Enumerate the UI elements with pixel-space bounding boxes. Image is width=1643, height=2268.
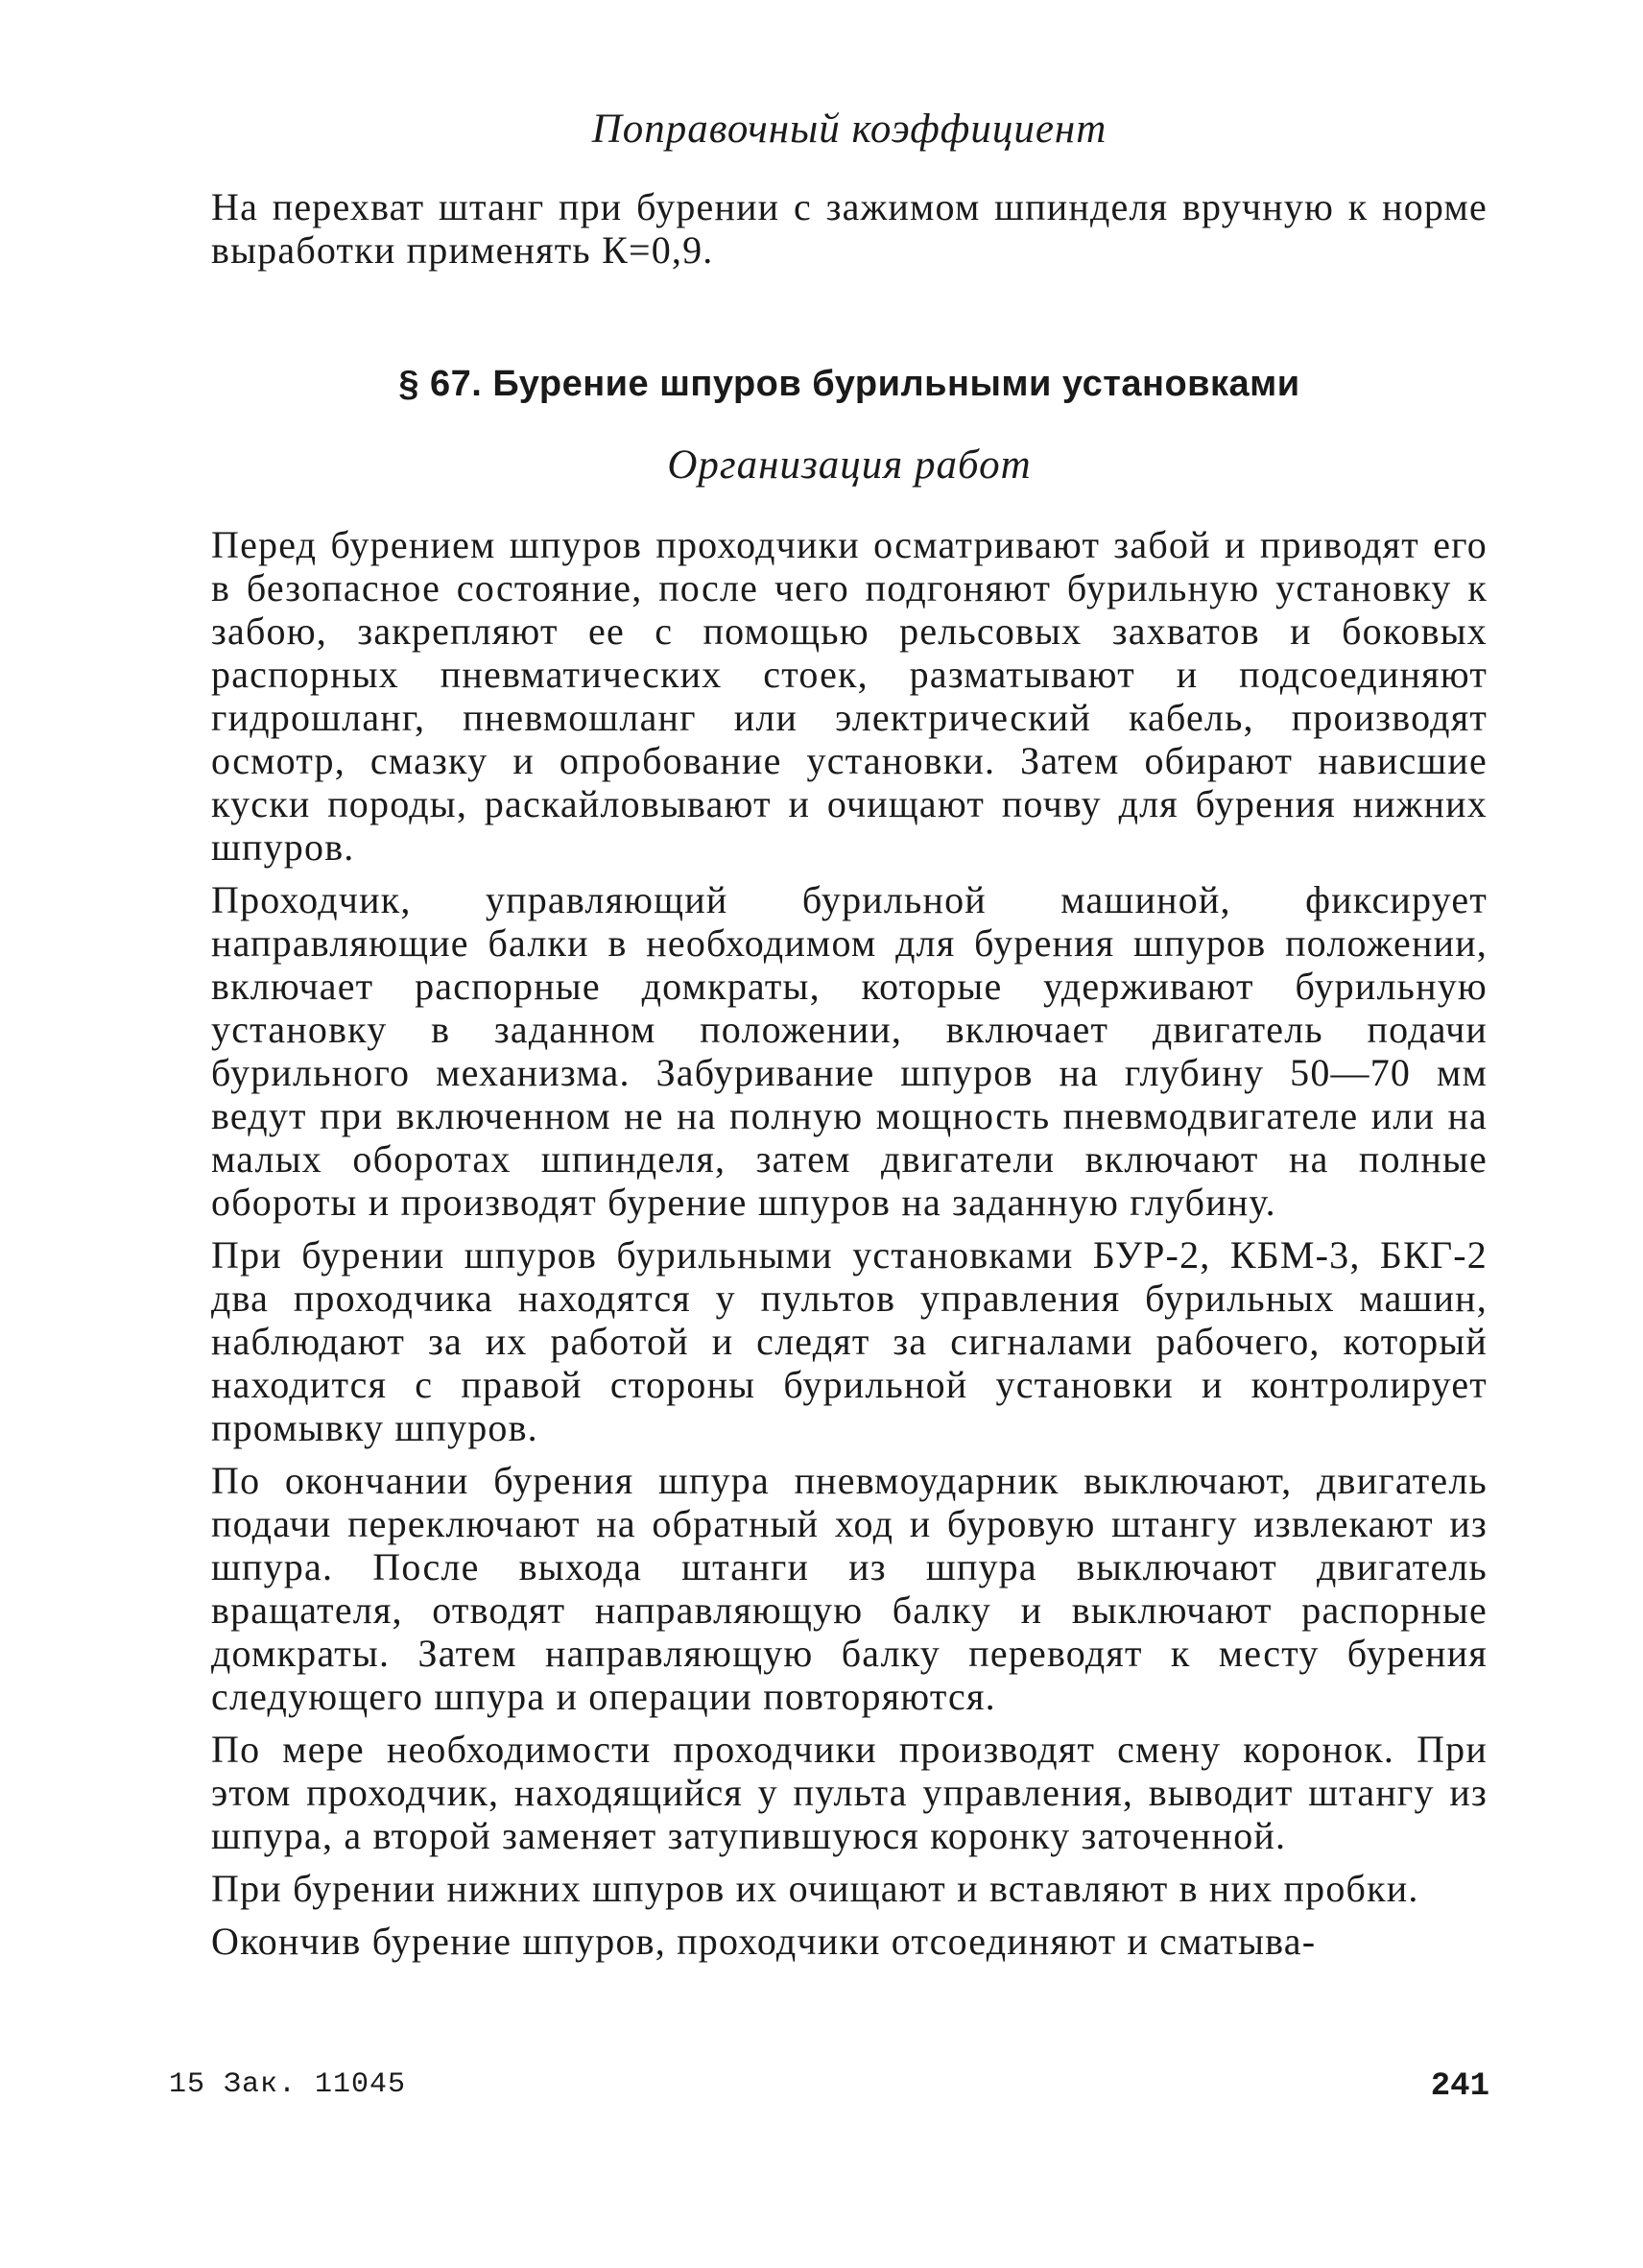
section-heading: § 67. Бурение шпуров бурильными установками: [398, 364, 1300, 404]
section-subheading: Организация работ: [667, 442, 1032, 488]
page-body: [211, 106, 1488, 1963]
paragraph: По мере необходимости проходчики производят смену коронок. При этом проходчик, находящийся у пульта управления, выводит штангу из шпура, а второй заменяет затупившуюся коронку заточенной.: [211, 1728, 1488, 1857]
page-footer: [169, 2068, 1489, 2116]
page-number: 241: [1430, 2068, 1489, 2105]
paragraph: При бурении нижних шпуров их очищают и вставляют в них пробки.: [211, 1867, 1419, 1910]
correction-text: На перехват штанг при бурении с зажимом шпинделя вручную к норме выработки применять К=0,9.: [211, 185, 1488, 272]
paragraph: При бурении шпуров бурильными установками БУР-2, КБМ-3, БКГ-2 два проходчика находятся у пультов управления бурильных машин, наблюдают за их работой и следят за сигналами рабочего, который находится с правой стороны бурильной установки и контролирует промывку шпуров.: [211, 1233, 1488, 1449]
order-code: 15 Зак. 11045: [169, 2068, 407, 2101]
paragraph: Окончив бурение шпуров, проходчики отсоединяют и сматыва-: [211, 1920, 1317, 1963]
correction-title: Поправочный коэффициент: [591, 107, 1107, 152]
paragraph: По окончании бурения шпура пневмоударник выключают, двигатель подачи переключают на обратный ход и буровую штангу извлекают из шпура. После выхода штанги из шпура выключают двигатель вращателя, отводят направляющую балку и выключают распорные домкраты. Затем направляющую балку переводят к месту бурения следующего шпура и операции повторяются.: [211, 1459, 1488, 1718]
paragraph: Перед бурением шпуров проходчики осматривают забой и приводят его в безопасное состояние, после чего подгоняют бурильную установку к забою, закрепляют ее с помощью рельсовых захватов и боковых распорных пневматических стоек, разматывают и подсоединяют гидрошланг, пневмошланг или электрический кабель, производят осмотр, смазку и опробование установки. Затем обирают нависшие куски породы, раскайловывают и очищают почву для бурения нижних шпуров.: [211, 523, 1488, 869]
paragraph: Проходчик, управляющий бурильной машиной, фиксирует направляющие балки в необходимом для бурения шпуров положении, включает распорные домкраты, которые удерживают бурильную установку в заданном положении, включает двигатель подачи бурильного механизма. Забуривание шпуров на глубину 50—70 мм ведут при включенном не на полную мощность пневмодвигателе или на малых оборотах шпинделя, затем двигатели включают на полные обороты и производят бурение шпуров на заданную глубину.: [211, 878, 1488, 1224]
